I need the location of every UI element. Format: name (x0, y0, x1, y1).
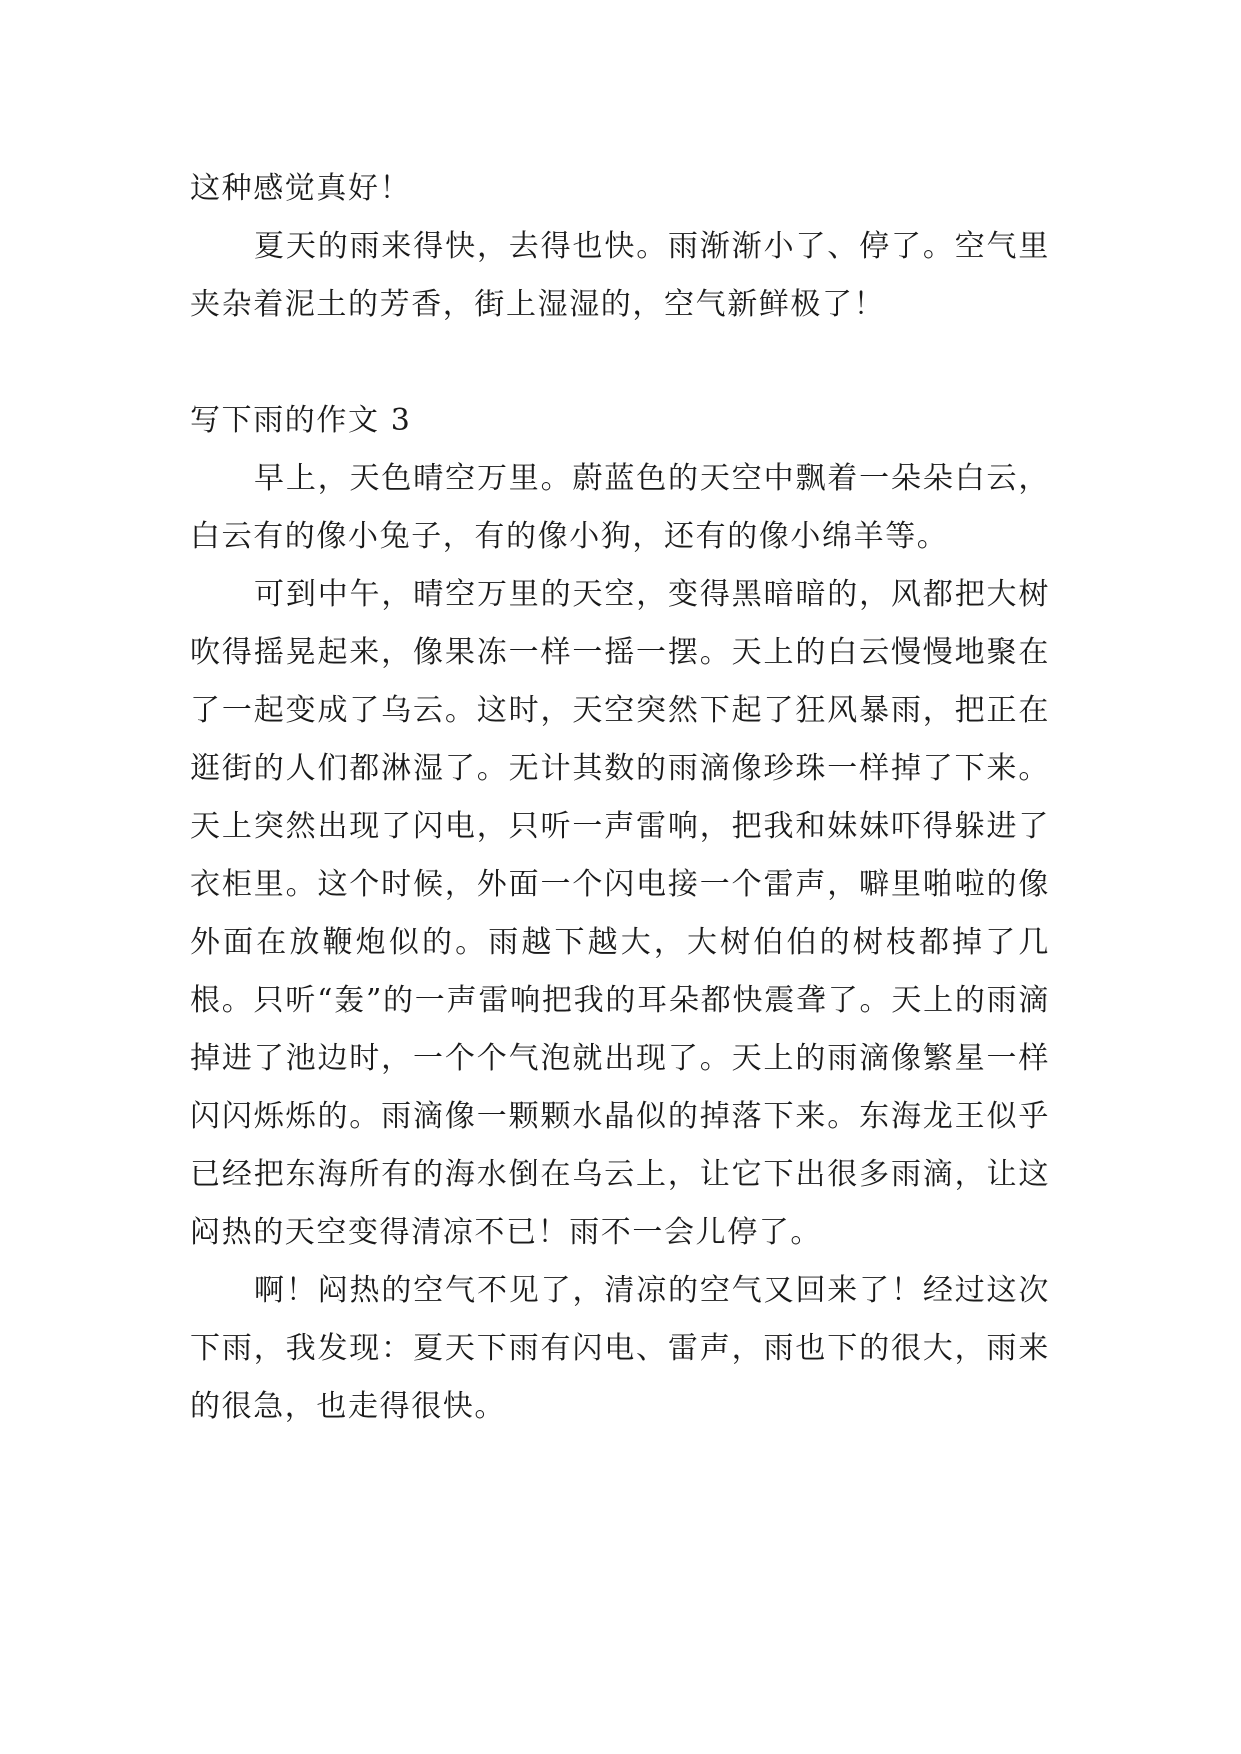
paragraph-conclusion: 啊！闷热的空气不见了，清凉的空气又回来了！经过这次下雨，我发现：夏天下雨有闪电、雷声，雨也下的很大，雨来的很急，也走得很快。 (190, 1273, 1050, 1424)
document-body (190, 160, 1050, 1436)
paragraph-storm: 可到中午，晴空万里的天空，变得黑暗暗的，风都把大树吹得摇晃起来，像果冻一样一摇一摆。天上的白云慢慢地聚在了一起变成了乌云。这时，天空突然下起了狂风暴雨，把正在逛街的人们都淋湿了。无计其数的雨滴像珍珠一样掉了下来。天上突然出现了闪电，只听一声雷响，把我和妹妹吓得躲进了衣柜里。这个时候，外面一个闪电接一个雷声，噼里啪啦的像外面在放鞭炮似的。雨越下越大，大树伯伯的树枝都掉了几根。只听“轰”的一声雷响把我的耳朵都快震聋了。天上的雨滴掉进了池边时，一个个气泡就出现了。天上的雨滴像繁星一样闪闪烁烁的。雨滴像一颗颗水晶似的掉落下来。东海龙王似乎已经把东海所有的海水倒在乌云上，让它下出很多雨滴，让这闷热的天空变得清凉不已！雨不一会儿停了。 (190, 577, 1050, 1250)
section-title: 写下雨的作文 3 (190, 403, 412, 438)
paragraph-summer-rain: 夏天的雨来得快，去得也快。雨渐渐小了、停了。空气里夹杂着泥土的芳香，街上湿湿的，空气新鲜极了！ (190, 229, 1050, 322)
section-gap (190, 334, 1050, 392)
paragraph-morning: 早上，天色晴空万里。蔚蓝色的天空中飘着一朵朵白云，白云有的像小兔子，有的像小狗，还有的像小绵羊等。 (190, 461, 1050, 554)
paragraph-continuation: 这种感觉真好！ (190, 171, 412, 206)
